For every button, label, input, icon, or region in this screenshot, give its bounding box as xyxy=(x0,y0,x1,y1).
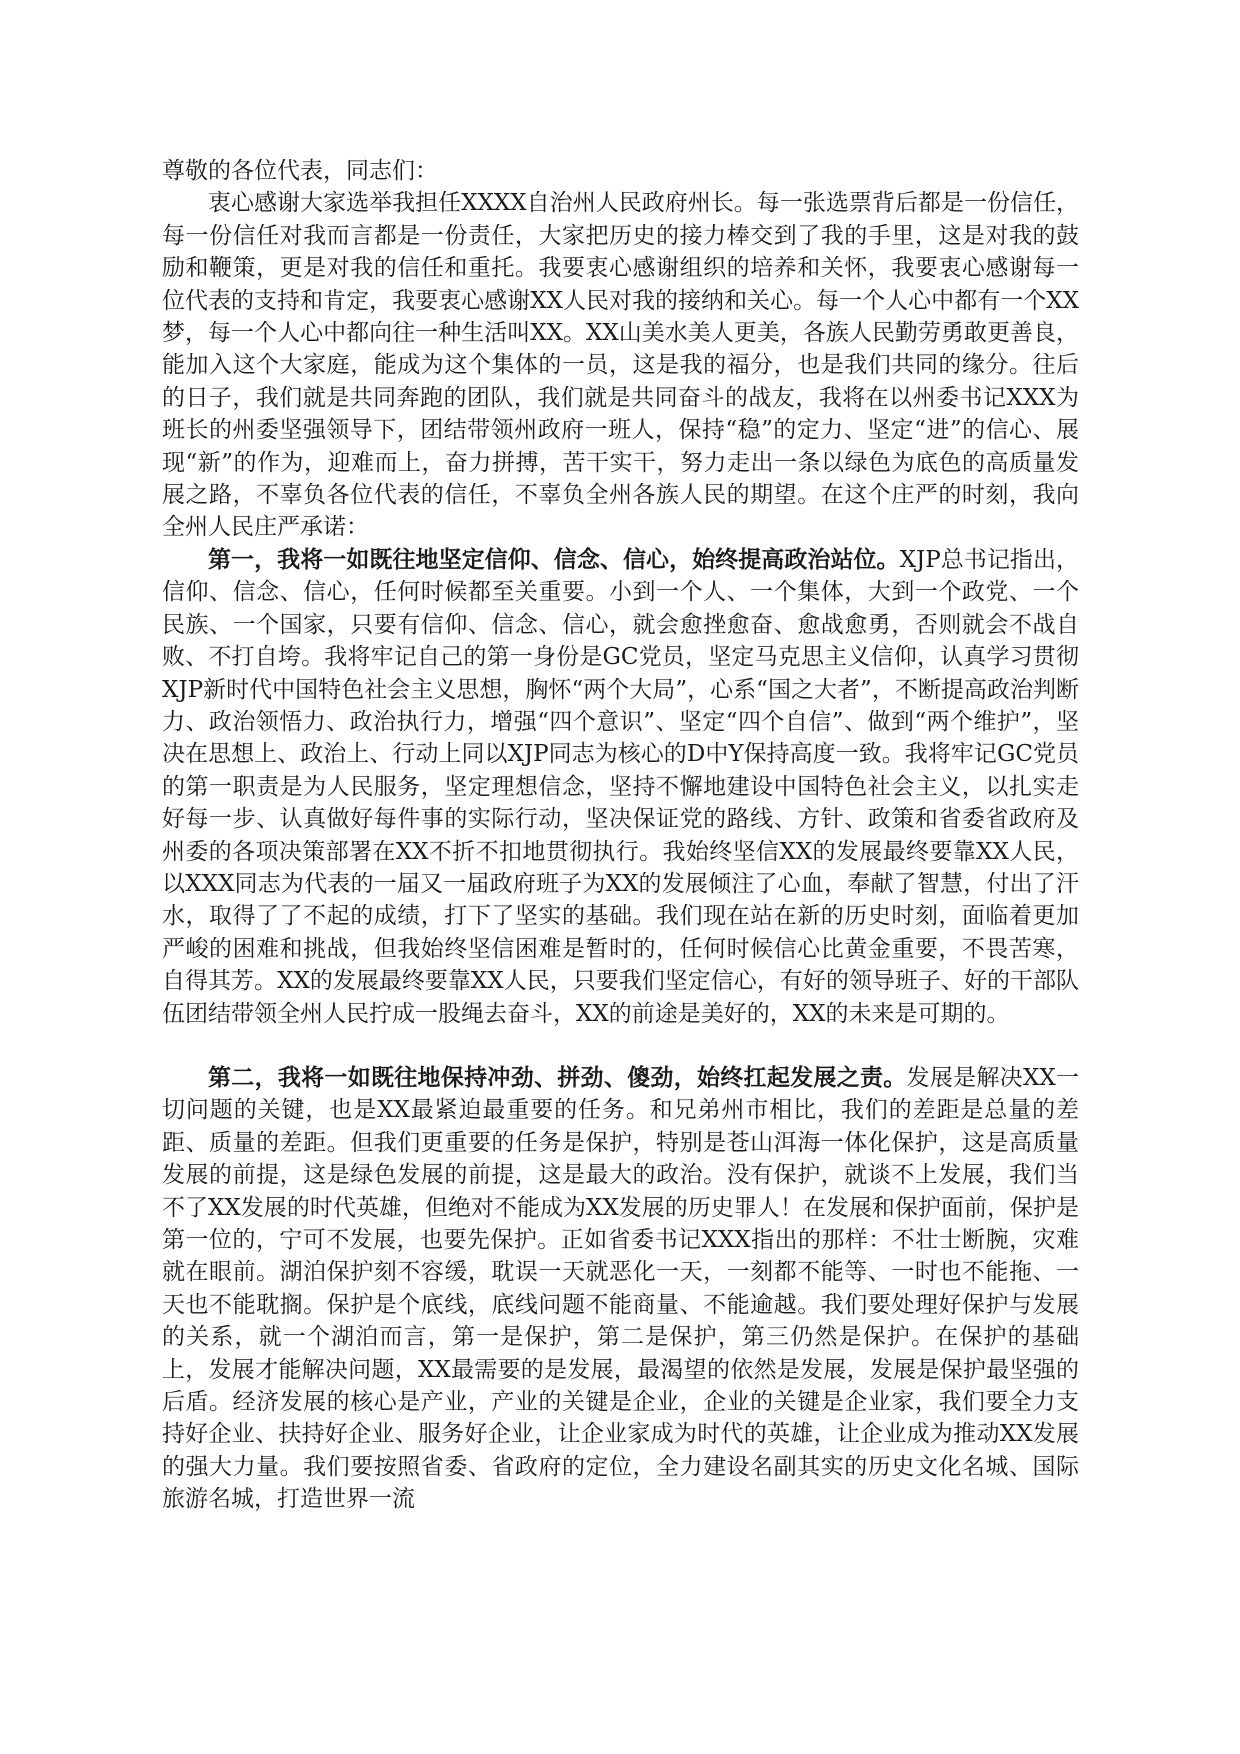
paragraph-intro xyxy=(162,187,1079,543)
paragraph-first-pledge-text: XJP总书记指出，信仰、信念、信心，任何时候都至关重要。小到一个人、一个集体，大到一个政党、一个民族、一个国家，只要有信仰、信念、信心，就会愈挫愈奋、愈战愈勇，否则就会不战自败、不打自垮。我将牢记自己的第一身份是GC党员，坚定马克思主义信仰，认真学习贯彻XJP新时代中国特色社会主义思想，胸怀“两个大局”，心系“国之大者”，不断提高政治判断力、政治领悟力、政治执行力，增强“四个意识”、坚定“四个自信”、做到“两个维护”，坚决在思想上、政治上、行动上同以XJP同志为核心的D中Y保持高度一致。我将牢记GC党员的第一职责是为人民服务，坚定理想信念，坚持不懈地建设中国特色社会主义，以扎实走好每一步、认真做好每件事的实际行动，坚决保证党的路线、方针、政策和省委省政府及州委的各项决策部署在XX不折不扣地贯彻执行。我始终坚信XX的发展最终要靠XX人民，以XXX同志为代表的一届又一届政府班子为XX的发展倾注了心血，奉献了智慧，付出了汗水，取得了了不起的成绩，打下了坚实的基础。我们现在站在新的历史时刻，面临着更加严峻的困难和挑战，但我始终坚信困难是暂时的，任何时候信心比黄金重要，不畏苦寒，自得其芳。XX的发展最终要靠XX人民，只要我们坚定信心，有好的领导班子、好的干部队伍团结带领全州人民拧成一股绳去奋斗，XX的前途是美好的，XX的未来是可期的。 xyxy=(162,546,1079,1027)
paragraph-second-pledge-lead: 第二，我将一如既往地保持冲劲、拼劲、傻劲，始终扛起发展之责。 xyxy=(208,1063,907,1091)
paragraph-first-pledge-lead: 第一，我将一如既往地坚定信仰、信念、信心，始终提高政治站位。 xyxy=(208,545,900,573)
salutation: 尊敬的各位代表，同志们： xyxy=(162,158,438,184)
paragraph-first-pledge xyxy=(162,544,1079,1030)
paragraph-second-pledge-text: 发展是解决XX一切问题的关键，也是XX最紧迫最重要的任务。和兄弟州市相比，我们的差距是总量的差距、质量的差距。但我们更重要的任务是保护，特别是苍山洱海一体化保护，这是高质量发展的前提，这是绿色发展的前提，这是最大的政治。没有保护，就谈不上发展，我们当不了XX发展的时代英雄，但绝对不能成为XX发展的历史罪人！在发展和保护面前，保护是第一位的，宁可不发展，也要先保护。正如省委书记XXX指出的那样：不壮士断腕，灾难就在眼前。湖泊保护刻不容缓，耽误一天就恶化一天，一刻都不能等、一时也不能拖、一天也不能耽搁。保护是个底线，底线问题不能商量、不能逾越。我们要处理好保护与发展的关系，就一个湖泊而言，第一是保护，第二是保护，第三仍然是保护。在保护的基础上，发展才能解决问题，XX最需要的是发展，最渴望的依然是发展，发展是保护最坚强的后盾。经济发展的核心是产业，产业的关键是企业，企业的关键是企业家，我们要全力支持好企业、扶持好企业、服务好企业，让企业家成为时代的英雄，让企业成为推动XX发展的强大力量。我们要按照省委、省政府的定位，全力建设名副其实的历史文化名城、国际旅游名城，打造世界一流 xyxy=(162,1064,1080,1513)
paragraph-second-pledge xyxy=(162,1062,1079,1516)
document-page xyxy=(162,155,1079,1516)
paragraph-intro-text: 衷心感谢大家选举我担任XXXX自治州人民政府州长。每一张选票背后都是一份信任，每一份信任对我而言都是一份责任，大家把历史的接力棒交到了我的手里，这是对我的鼓励和鞭策，更是对我的信任和重托。我要衷心感谢组织的培养和关怀，我要衷心感谢每一位代表的支持和肯定，我要衷心感谢XX人民对我的接纳和关心。每一个人心中都有一个XX梦，每一个人心中都向往一种生活叫XX。XX山美水美人更美，各族人民勤劳勇敢更善良，能加入这个大家庭，能成为这个集体的一员，这是我的福分，也是我们共同的缘分。往后的日子，我们就是共同奔跑的团队，我们就是共同奋斗的战友，我将在以州委书记XXX为班长的州委坚强领导下，团结带领州政府一班人，保持“稳”的定力、坚定“进”的信心、展现“新”的作为，迎难而上，奋力拼搏，苦干实干，努力走出一条以绿色为底色的高质量发展之路，不辜负各位代表的信任，不辜负全州各族人民的期望。在这个庄严的时刻，我向全州人民庄严承诺： xyxy=(162,190,1079,541)
